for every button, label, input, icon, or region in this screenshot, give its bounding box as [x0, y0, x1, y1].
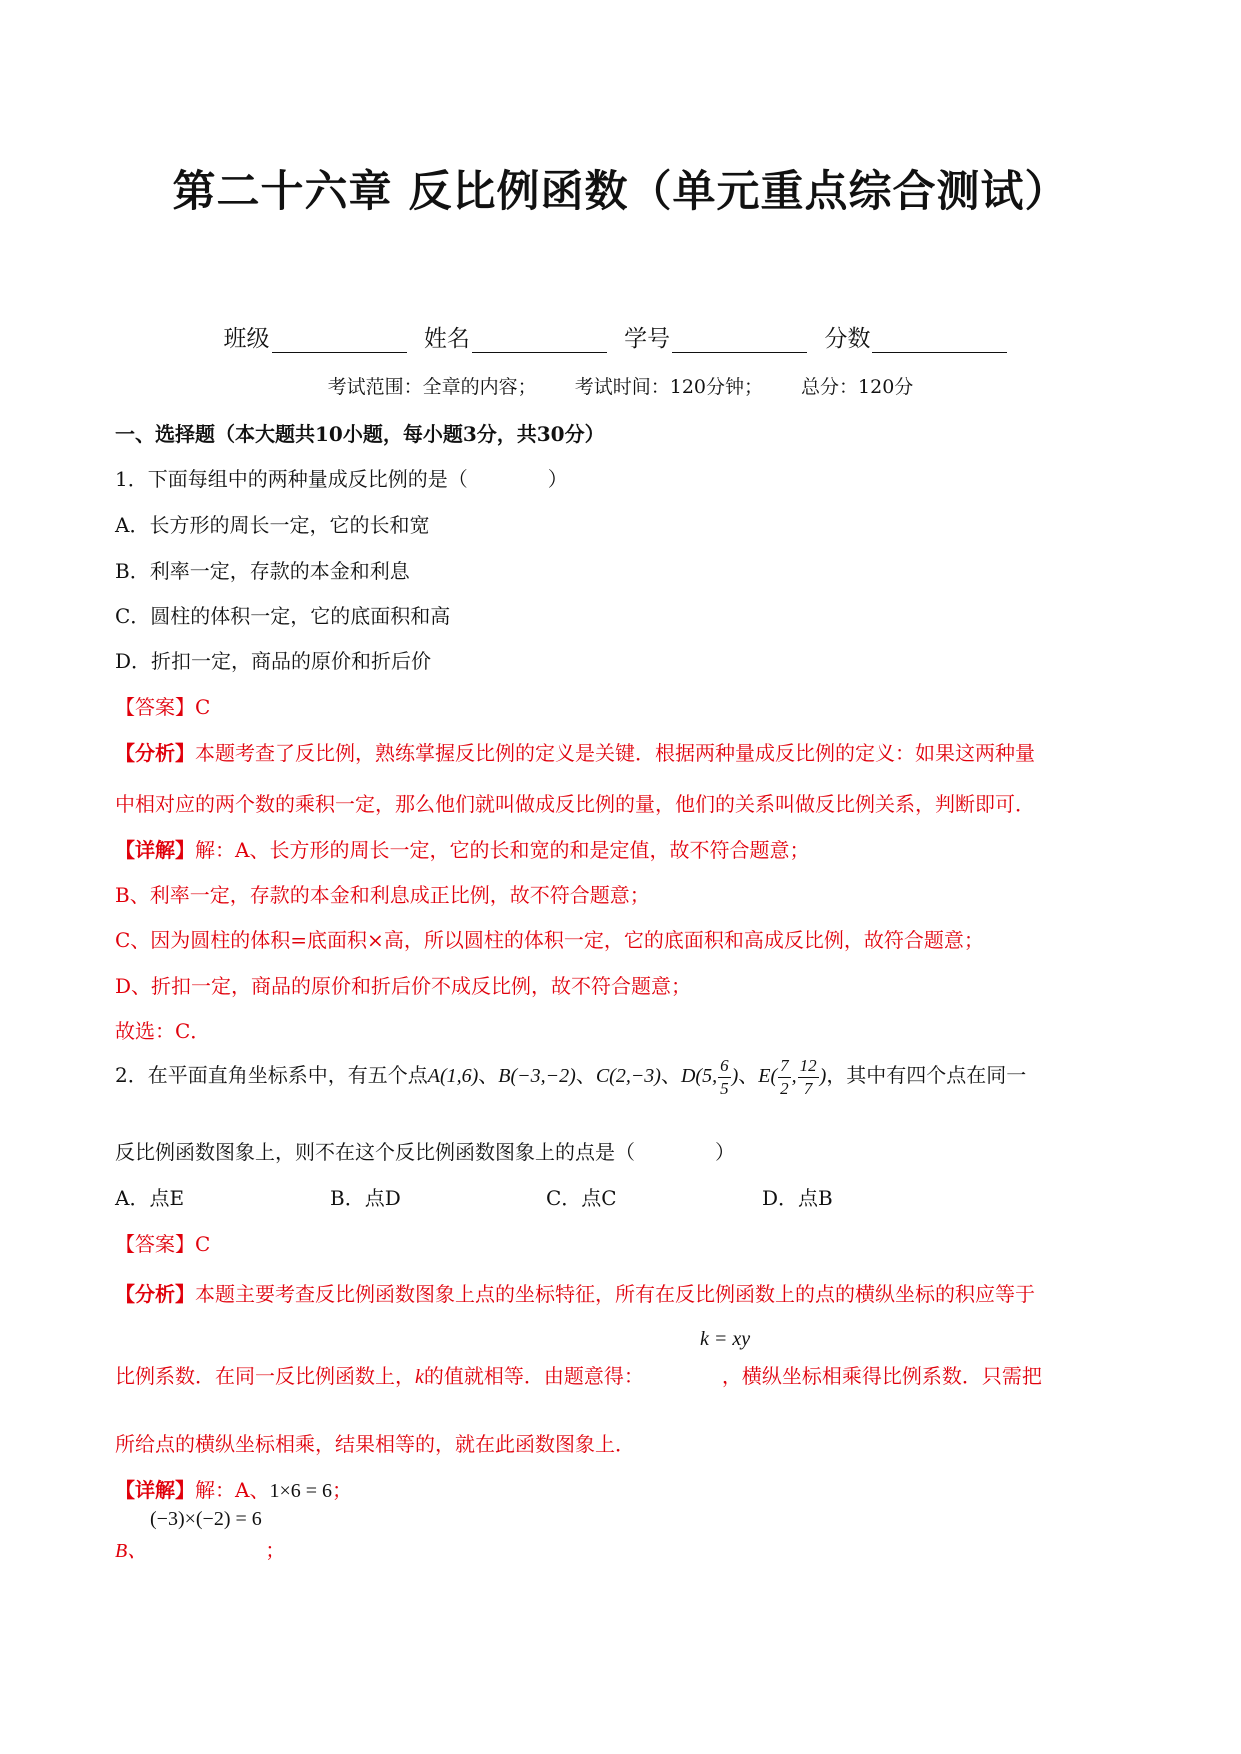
page-title: 第二十六章 反比例函数（单元重点综合测试） — [172, 167, 1069, 217]
q1-stem: 1．下面每组中的两种量成反比例的是（ ） — [115, 467, 568, 491]
q2-stem-1 — [115, 1055, 1026, 1100]
q2-stem-post: ，其中有四个点在同一 — [826, 1063, 1027, 1088]
q2-detail-label: 【详解】 — [115, 1478, 195, 1502]
q1-detail-label: 【详解】 — [115, 838, 195, 862]
q1-option-a: A．长方形的周长一定，它的长和宽 — [115, 513, 430, 537]
q1-detail-1 — [115, 834, 809, 863]
point-c: C(2,−3) — [595, 1065, 661, 1088]
q1-detail-text-1: 解：A、长方形的周长一定，它的长和宽的和是定值，故不符合题意； — [195, 838, 810, 862]
formula-k-xy: k = xy — [700, 1328, 751, 1350]
q1-detail-3: C、因为圆柱的体积=底面积×高，所以圆柱的体积一定，它的底面积和高成反比例，故符合题意； — [115, 928, 984, 952]
id-blank[interactable] — [672, 330, 807, 353]
point-d-num: 6 — [718, 1055, 731, 1078]
point-e: E( $\frac{7}{2}$ , $\frac{12}{7}$ ) — [758, 1056, 827, 1098]
name-label: 姓名 — [423, 326, 470, 352]
q2-analysis-1 — [115, 1278, 1035, 1307]
point-e-fraction-1 — [778, 1055, 791, 1100]
point-e-den-1: 2 — [780, 1079, 789, 1098]
q2-detail-text-1b: ； — [332, 1478, 353, 1502]
student-info-row — [0, 320, 1241, 353]
point-e-num-2: 12 — [798, 1055, 819, 1078]
q2-stem-2: 反比例函数图象上，则不在这个反比例函数图象上的点是（ ） — [115, 1140, 735, 1164]
q2-option-a: A．点E — [115, 1186, 185, 1210]
id-label: 学号 — [624, 326, 671, 352]
q2-stem-pre: 2．在平面直角坐标系中，有五个点 — [115, 1063, 428, 1088]
q2-k-symbol: k — [415, 1366, 424, 1388]
q1-option-c: C．圆柱的体积一定，它的底面积和高 — [115, 604, 451, 628]
sep-1: 、 — [478, 1063, 499, 1088]
q2-analysis-label: 【分析】 — [115, 1282, 195, 1306]
exam-meta-row — [0, 372, 1241, 399]
q2-option-d: D．点B — [762, 1186, 833, 1210]
point-d-fraction — [718, 1055, 731, 1100]
q1-analysis-label: 【分析】 — [115, 741, 195, 765]
exam-total: 总分：120分 — [801, 376, 914, 398]
sep-4: 、 — [738, 1063, 759, 1088]
q2-option-b: B．点D — [330, 1186, 401, 1210]
sep-2: 、 — [575, 1063, 596, 1088]
q2-option-c: C．点C — [546, 1186, 617, 1210]
exam-time: 考试时间：120分钟； — [574, 376, 763, 398]
q1-detail-2: B、利率一定，存款的本金和利息成正比例，故不符合题意； — [115, 883, 650, 907]
q2-analysis-text-2b: 的值就相等．由题意得： — [423, 1364, 644, 1388]
section-heading: 一、选择题（本大题共10小题，每小题3分，共30分） — [115, 422, 605, 446]
point-a: A(1,6) — [427, 1065, 479, 1088]
q2-answer: 【答案】C — [115, 1232, 211, 1256]
q1-analysis-2: 中相对应的两个数的乘积一定，那么他们就叫做成反比例的量，他们的关系叫做反比例关系，判断即可． — [115, 792, 1035, 816]
q1-detail-4: D、折扣一定，商品的原价和折后价不成反比例，故不符合题意； — [115, 974, 692, 998]
q2-analysis-text-1: 本题主要考查反比例函数图象上点的坐标特征，所有在反比例函数上的点的横纵坐标的积应等于 — [195, 1282, 1035, 1306]
exam-range: 考试范围：全章的内容； — [327, 376, 537, 398]
q2-analysis-text-2a: 比例系数．在同一反比例函数上， — [115, 1364, 415, 1388]
q2-detail-text-2a: B、 — [115, 1540, 148, 1562]
q2-detail-math-1: 1×6 = 6 — [269, 1480, 333, 1502]
q2-analysis-text-2c: ，横纵坐标相乘得比例系数．只需把 — [721, 1364, 1042, 1388]
sep-3: 、 — [660, 1063, 681, 1088]
q2-analysis-2 — [115, 1360, 1042, 1389]
q2-detail-2 — [115, 1534, 285, 1563]
point-e-den-2: 7 — [803, 1079, 813, 1098]
q2-detail-text-1a: 解：A、 — [195, 1478, 270, 1502]
q1-answer: 【答案】C — [115, 695, 211, 719]
point-b: B(−3,−2) — [498, 1065, 576, 1088]
score-label: 分数 — [824, 326, 871, 352]
q1-analysis-1 — [115, 737, 1035, 766]
score-blank[interactable] — [872, 330, 1007, 353]
class-blank[interactable] — [272, 330, 407, 353]
name-blank[interactable] — [472, 330, 607, 353]
point-d: D(5, $\frac{6}{5}$ ) — [680, 1056, 739, 1098]
point-d-den: 5 — [720, 1079, 729, 1098]
q1-option-d: D．折扣一定，商品的原价和折后价 — [115, 649, 432, 673]
q1-detail-5: 故选：C． — [115, 1019, 211, 1043]
q1-option-b: B．利率一定，存款的本金和利息 — [115, 559, 410, 583]
q2-analysis-3: 所给点的横纵坐标相乘，结果相等的，就在此函数图象上． — [115, 1432, 635, 1456]
point-e-fraction-2 — [798, 1055, 819, 1100]
point-d-pre: D(5, — [680, 1065, 718, 1088]
point-e-num-1: 7 — [778, 1055, 791, 1078]
class-label: 班级 — [223, 326, 270, 352]
q2-detail-1 — [115, 1474, 352, 1503]
q1-analysis-text-1: 本题考查了反比例，熟练掌握反比例的定义是关键．根据两种量成反比例的定义：如果这两种量 — [195, 741, 1035, 765]
q2-detail-text-2b: ； — [265, 1538, 286, 1562]
point-e-pre: E( — [758, 1065, 778, 1088]
q2-detail-math-2: (−3)×(−2) = 6 — [150, 1508, 262, 1530]
